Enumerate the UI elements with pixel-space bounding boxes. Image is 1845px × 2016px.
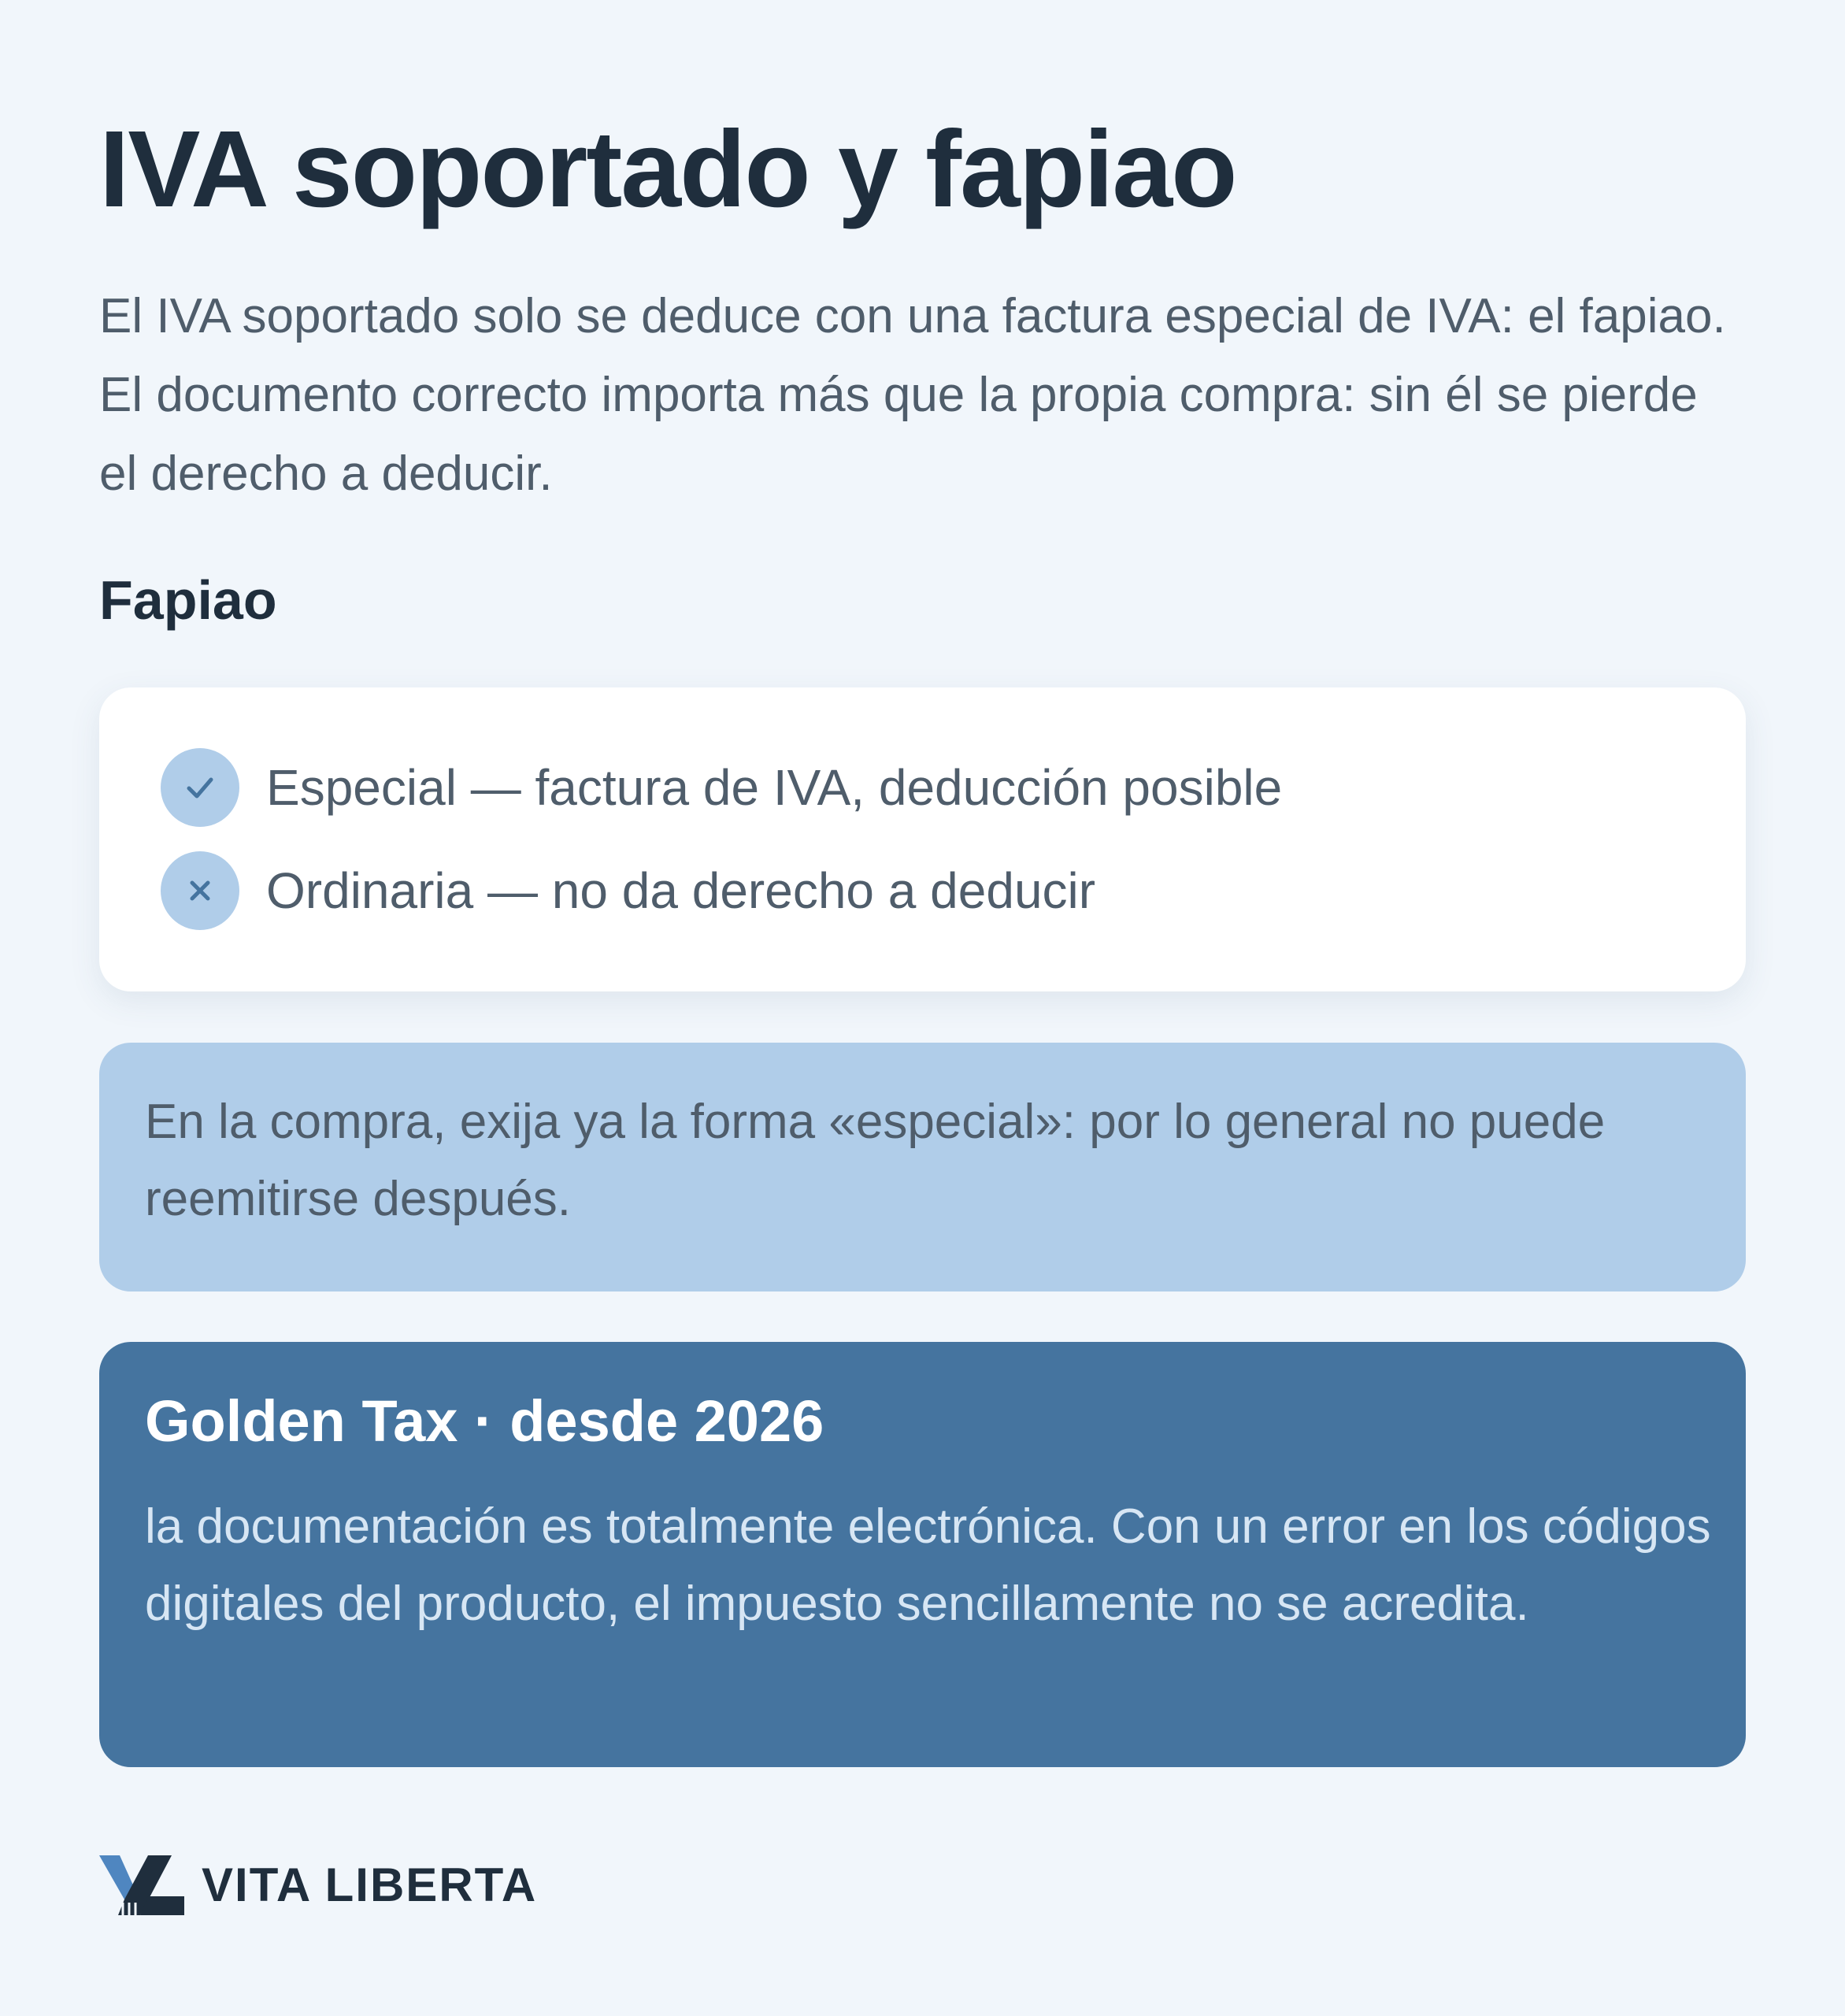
cross-icon (184, 875, 216, 906)
cross-badge (161, 851, 239, 930)
section-heading: Fapiao (99, 569, 277, 631)
page-title: IVA soportado y fapiao (99, 109, 1236, 230)
check-badge (161, 748, 239, 827)
list-item-label: Especial — factura de IVA, deducción posible (266, 759, 1283, 816)
list-item-special (161, 748, 1282, 827)
brand-name: VITA LIBERTA (202, 1858, 538, 1911)
intro-paragraph: El IVA soportado solo se deduce con una factura especial de IVA: el fapiao. El documento correcto importa más que la propia compra: sin él se pierde el derecho a deducir. (99, 289, 1726, 501)
tip-text: En la compra, exija ya la forma «especial»: por lo general no puede reemitirse después. (145, 1095, 1606, 1226)
tip-card (99, 1043, 1746, 1292)
list-item-ordinary (161, 851, 1095, 930)
brand (99, 1852, 537, 1918)
brand-logo-icon (99, 1854, 184, 1917)
golden-tax-card (99, 1342, 1746, 1767)
fapiao-types-card (99, 687, 1746, 991)
golden-tax-title: Golden Tax · desde 2026 (145, 1388, 824, 1454)
list-item-label: Ordinaria — no da derecho a deducir (266, 862, 1096, 919)
check-icon (183, 770, 217, 805)
golden-tax-text: la documentación es totalmente electrónica. Con un error en los códigos digitales del producto, el impuesto sencillamente no se acredita. (145, 1499, 1711, 1631)
